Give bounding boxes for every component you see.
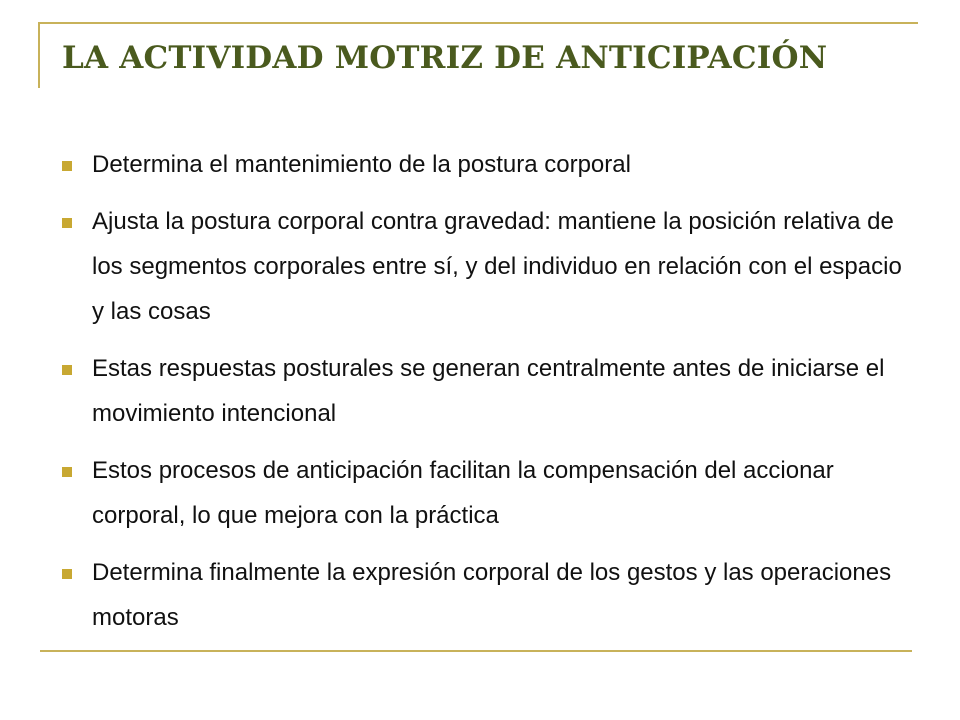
bullet-text: Ajusta la postura corporal contra gravedad: mantiene la posición relativa de los segmentos corporales entre sí, y del individuo en relación con el espacio y las cosas — [92, 208, 902, 325]
square-bullet-icon — [62, 467, 72, 477]
bullet-list — [58, 142, 918, 652]
bullet-text: Determina el mantenimiento de la postura corporal — [92, 151, 631, 178]
bullet-text: Estos procesos de anticipación facilitan la compensación del accionar corporal, lo que mejora con la práctica — [92, 457, 834, 529]
bottom-divider — [40, 650, 912, 652]
left-divider — [38, 22, 40, 88]
square-bullet-icon — [62, 161, 72, 171]
square-bullet-icon — [62, 218, 72, 228]
bullet-item — [58, 550, 918, 640]
square-bullet-icon — [62, 365, 72, 375]
bullet-text: Determina finalmente la expresión corporal de los gestos y las operaciones motoras — [92, 559, 892, 631]
square-bullet-icon — [62, 569, 72, 579]
slide-title: LA ACTIVIDAD MOTRIZ DE ANTICIPACIÓN — [62, 40, 828, 76]
top-divider — [38, 22, 918, 24]
bullet-item — [58, 142, 918, 187]
bullet-item — [58, 346, 918, 436]
bullet-item — [58, 448, 918, 538]
bullet-text: Estas respuestas posturales se generan centralmente antes de iniciarse el movimiento intencional — [92, 355, 885, 427]
bullet-item — [58, 199, 918, 334]
